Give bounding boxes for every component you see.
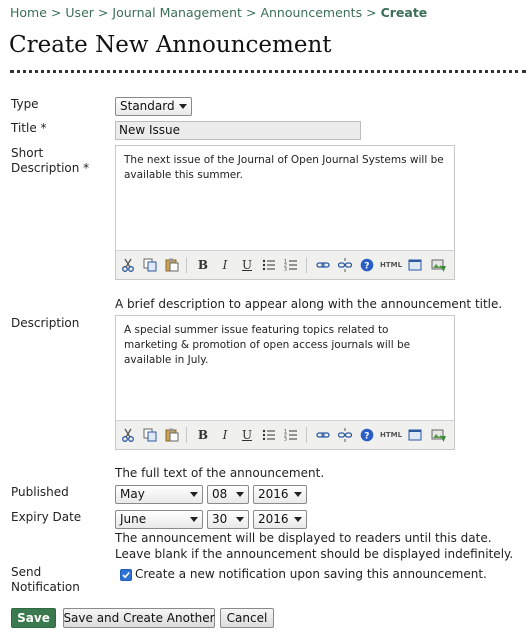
- underline-icon[interactable]: U: [241, 258, 253, 272]
- bold-icon[interactable]: B: [197, 428, 209, 442]
- numbered-list-icon[interactable]: [282, 256, 300, 274]
- published-month-value: May: [120, 487, 145, 501]
- editor-toolbar: [116, 250, 454, 279]
- svg-text:?: ?: [364, 261, 370, 272]
- description-editor[interactable]: [115, 315, 455, 450]
- type-select[interactable]: [115, 97, 192, 116]
- toolbar-separator: [186, 427, 187, 443]
- copy-icon[interactable]: [141, 426, 159, 444]
- numbered-list-icon[interactable]: [282, 426, 300, 444]
- short-description-help: A brief description to appear along with the announcement title.: [115, 297, 503, 311]
- toolbar-separator: [306, 427, 307, 443]
- toolbar-separator: [186, 257, 187, 273]
- cut-icon[interactable]: [119, 426, 137, 444]
- chevron-down-icon: [236, 517, 244, 522]
- cut-icon[interactable]: [119, 256, 137, 274]
- svg-text:?: ?: [364, 431, 370, 442]
- toolbar-separator: [306, 257, 307, 273]
- fullscreen-icon[interactable]: [406, 256, 424, 274]
- title-label: Title *: [11, 121, 47, 135]
- bold-icon[interactable]: B: [197, 258, 209, 272]
- description-help: The full text of the announcement.: [115, 466, 325, 480]
- published-year-select[interactable]: [253, 485, 307, 504]
- breadcrumb: [10, 5, 427, 20]
- type-label: Type: [11, 97, 39, 111]
- published-label: Published: [11, 485, 69, 499]
- svg-text:3: 3: [284, 437, 287, 442]
- svg-text:2: 2: [284, 433, 287, 439]
- notification-label-line1: Send: [11, 565, 42, 579]
- expiry-month-value: June: [120, 512, 147, 526]
- chevron-down-icon: [190, 492, 198, 497]
- upload-image-icon[interactable]: [430, 256, 448, 274]
- link-icon[interactable]: [314, 426, 332, 444]
- upload-image-icon[interactable]: [430, 426, 448, 444]
- help-icon[interactable]: [358, 256, 376, 274]
- breadcrumb-separator: >: [366, 5, 377, 20]
- expiry-day-value: 30: [212, 512, 228, 526]
- italic-icon[interactable]: I: [222, 428, 228, 442]
- chevron-down-icon: [294, 517, 302, 522]
- description-text[interactable]: A special summer issue featuring topics related to marketing & promotion of open access journals will be available in July.: [124, 324, 411, 366]
- html-icon[interactable]: HTML: [379, 261, 403, 269]
- chevron-down-icon: [179, 104, 187, 109]
- save-and-create-another-button[interactable]: Save and Create Another: [63, 608, 215, 628]
- published-day-select[interactable]: [207, 485, 249, 504]
- short-description-label: [11, 146, 89, 176]
- expiry-day-select[interactable]: [207, 510, 249, 529]
- description-label: Description: [11, 316, 80, 330]
- unlink-icon[interactable]: [336, 426, 354, 444]
- paste-icon[interactable]: [163, 426, 181, 444]
- paste-icon[interactable]: [163, 256, 181, 274]
- svg-text:2: 2: [284, 263, 287, 269]
- link-icon[interactable]: [314, 256, 332, 274]
- breadcrumb-separator: >: [97, 5, 109, 20]
- chevron-down-icon: [190, 517, 198, 522]
- expiry-help: The announcement will be displayed to readers until this date. Leave blank if the announcement should be displayed indefinitely.: [115, 531, 514, 561]
- breadcrumb-separator: >: [245, 5, 257, 20]
- italic-icon[interactable]: I: [222, 258, 228, 272]
- short-description-text[interactable]: The next issue of the Journal of Open Journal Systems will be available this summer.: [124, 154, 444, 181]
- chevron-down-icon: [294, 492, 302, 497]
- type-select-value: Standard: [120, 99, 175, 113]
- notification-checkbox-label[interactable]: Create a new notification upon saving this announcement.: [135, 567, 487, 581]
- breadcrumb-current[interactable]: Create: [380, 5, 428, 20]
- published-year-value: 2016: [258, 487, 289, 501]
- published-month-select[interactable]: [115, 485, 203, 504]
- help-icon[interactable]: [358, 426, 376, 444]
- expiry-year-value: 2016: [258, 512, 289, 526]
- svg-text:3: 3: [284, 267, 287, 272]
- breadcrumb-journal-management[interactable]: Journal Management: [112, 5, 242, 20]
- title-input[interactable]: [115, 121, 361, 140]
- cancel-button[interactable]: Cancel: [220, 608, 274, 628]
- svg-text:1: 1: [284, 429, 287, 435]
- published-day-value: 08: [212, 487, 228, 501]
- notification-label: [11, 565, 80, 595]
- bullet-list-icon[interactable]: [260, 256, 278, 274]
- save-button[interactable]: Save: [11, 608, 56, 628]
- chevron-down-icon: [236, 492, 244, 497]
- page-title: Create New Announcement: [9, 32, 332, 58]
- checkmark-icon: [121, 570, 131, 580]
- breadcrumb-announcements[interactable]: Announcements: [260, 5, 363, 20]
- underline-icon[interactable]: U: [241, 428, 253, 442]
- editor-toolbar: [116, 420, 454, 449]
- breadcrumb-separator: >: [50, 5, 62, 20]
- copy-icon[interactable]: [141, 256, 159, 274]
- notification-checkbox[interactable]: [120, 569, 132, 581]
- breadcrumb-home[interactable]: Home: [10, 5, 47, 20]
- notification-label-line2: Notification: [11, 580, 80, 594]
- expiry-month-select[interactable]: [115, 510, 203, 529]
- title-divider: [10, 70, 526, 73]
- breadcrumb-user[interactable]: User: [65, 5, 94, 20]
- short-description-label-line2: Description *: [11, 161, 90, 175]
- short-description-editor[interactable]: [115, 145, 455, 280]
- bullet-list-icon[interactable]: [260, 426, 278, 444]
- fullscreen-icon[interactable]: [406, 426, 424, 444]
- html-icon[interactable]: HTML: [379, 431, 403, 439]
- title-input-value: New Issue: [119, 123, 181, 137]
- short-description-label-line1: Short: [11, 146, 44, 160]
- expiry-year-select[interactable]: [253, 510, 307, 529]
- svg-text:1: 1: [284, 259, 287, 265]
- unlink-icon[interactable]: [336, 256, 354, 274]
- expiry-label: Expiry Date: [11, 510, 82, 524]
